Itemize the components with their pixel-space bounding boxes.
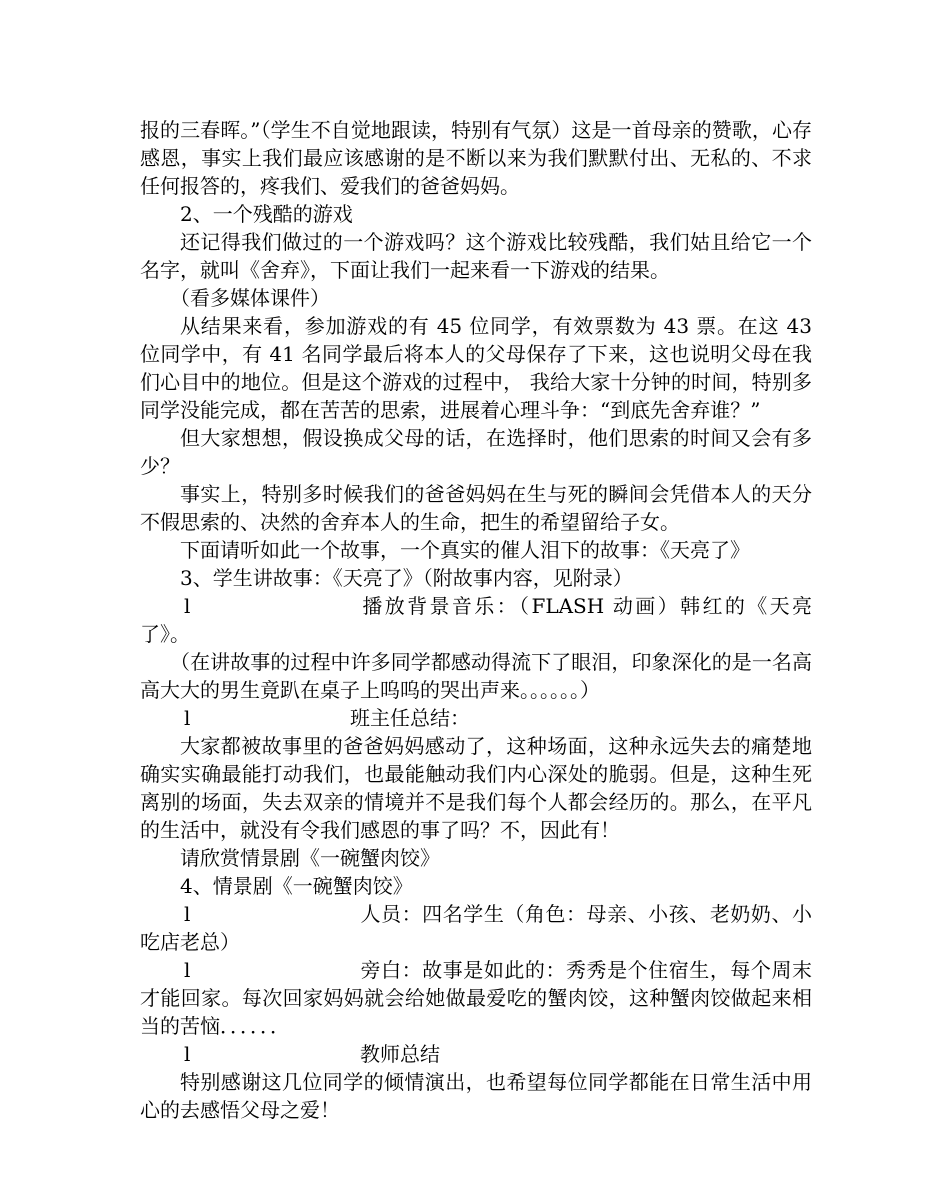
bullet-marker: l xyxy=(184,958,191,982)
paragraph-game-intro: 还记得我们做过的一个游戏吗？这个游戏比较残酷，我们姑且给它一个名字，就叫《舍弃》，下面让我们一起来看一下游戏的结果。 xyxy=(140,230,812,282)
paragraph-story-reaction: （在讲故事的过程中许多同学都感动得流下了眼泪，印象深化的是一名高高大大的男生竟趴在桌子上呜呜的哭出声来。。。。。。） xyxy=(140,650,812,702)
paragraph-story-intro: 下面请听如此一个故事，一个真实的催人泪下的故事：《天亮了》 xyxy=(180,538,750,562)
paragraph-parents-sacrifice: 事实上，特别多时候我们的爸爸妈妈在生与死的瞬间会凭借本人的天分不假思索的、决然的舍弃本人的生命，把生的希望留给子女。 xyxy=(140,482,812,534)
bullet-text-narration: 旁白：故事是如此的：秀秀是个住宿生，每个周末才能回家。每次回家妈妈就会给她做最爱吃的蟹肉饺，这种蟹肉饺做起来相当的苦恼．．．．．． xyxy=(140,958,812,1038)
bullet-text-teacher-summary: 班主任总结： xyxy=(350,706,470,730)
bullet-marker: l xyxy=(184,1042,191,1066)
list-item xyxy=(140,900,812,956)
paragraph-game-results: 从结果来看，参加游戏的有 45 位同学，有效票数为 43 票。在这 43 位同学中，有 41 名同学最后将本人的父母保存了下来，这也说明父母在我们心目中的地位。但是这个游戏的过程中， 我给大家十分钟的时间，特别多同学没能完成，都在苦苦的思索，进展着心理斗争：“到底先舍弃谁？” xyxy=(140,314,812,422)
paragraph-summary-body: 大家都被故事里的爸爸妈妈感动了，这种场面，这种永远失去的痛楚地确实实确最能打动我们，也最能触动我们内心深处的脆弱。但是，这种生死离别的场面，失去双亲的情境并不是我们每个人都会经历的。那么，在平凡的生活中，就没有令我们感恩的事了吗？不，因此有！ xyxy=(140,734,812,842)
list-item xyxy=(140,704,812,732)
bullet-marker: l xyxy=(184,594,191,618)
list-item xyxy=(140,592,812,648)
list-item xyxy=(140,956,812,1040)
section-heading-game: 2、一个残酷的游戏 xyxy=(180,202,353,226)
paragraph-closing: 特别感谢这几位同学的倾情演出，也希望每位同学都能在日常生活中用心的去感悟父母之爱！ xyxy=(140,1070,812,1122)
bullet-text-teacher-conclusion: 教师总结 xyxy=(360,1042,440,1066)
bullet-marker: l xyxy=(184,902,191,926)
bullet-text-cast: 人员：四名学生（角色：母亲、小孩、老奶奶、小吃店老总） xyxy=(140,902,812,954)
section-heading-story: 3、学生讲故事：《天亮了》（附故事内容，见附录） xyxy=(180,566,633,590)
paragraph-multimedia-note: （看多媒体课件） xyxy=(170,286,330,310)
paragraph-parents-question: 但大家想想，假设换成父母的话，在选择时，他们思索的时间又会有多少？ xyxy=(140,426,812,478)
list-item xyxy=(140,1040,812,1068)
paragraph-play-invite: 请欣赏情景剧《一碗蟹肉饺》 xyxy=(180,846,440,870)
document-body xyxy=(140,116,812,1124)
bullet-text-music: 播放背景音乐：（FLASH 动画）韩红的《天亮了》。 xyxy=(140,594,812,646)
paragraph-poem-commentary: 报的三春晖。”（学生不自觉地跟读，特别有气氛）这是一首母亲的赞歌，心存感恩，事实上我们最应该感谢的是不断以来为我们默默付出、无私的、不求任何报答的，疼我们、爱我们的爸爸妈妈。 xyxy=(140,118,812,198)
section-heading-play: 4、情景剧《一碗蟹肉饺》 xyxy=(180,874,413,898)
bullet-marker: l xyxy=(184,706,191,730)
